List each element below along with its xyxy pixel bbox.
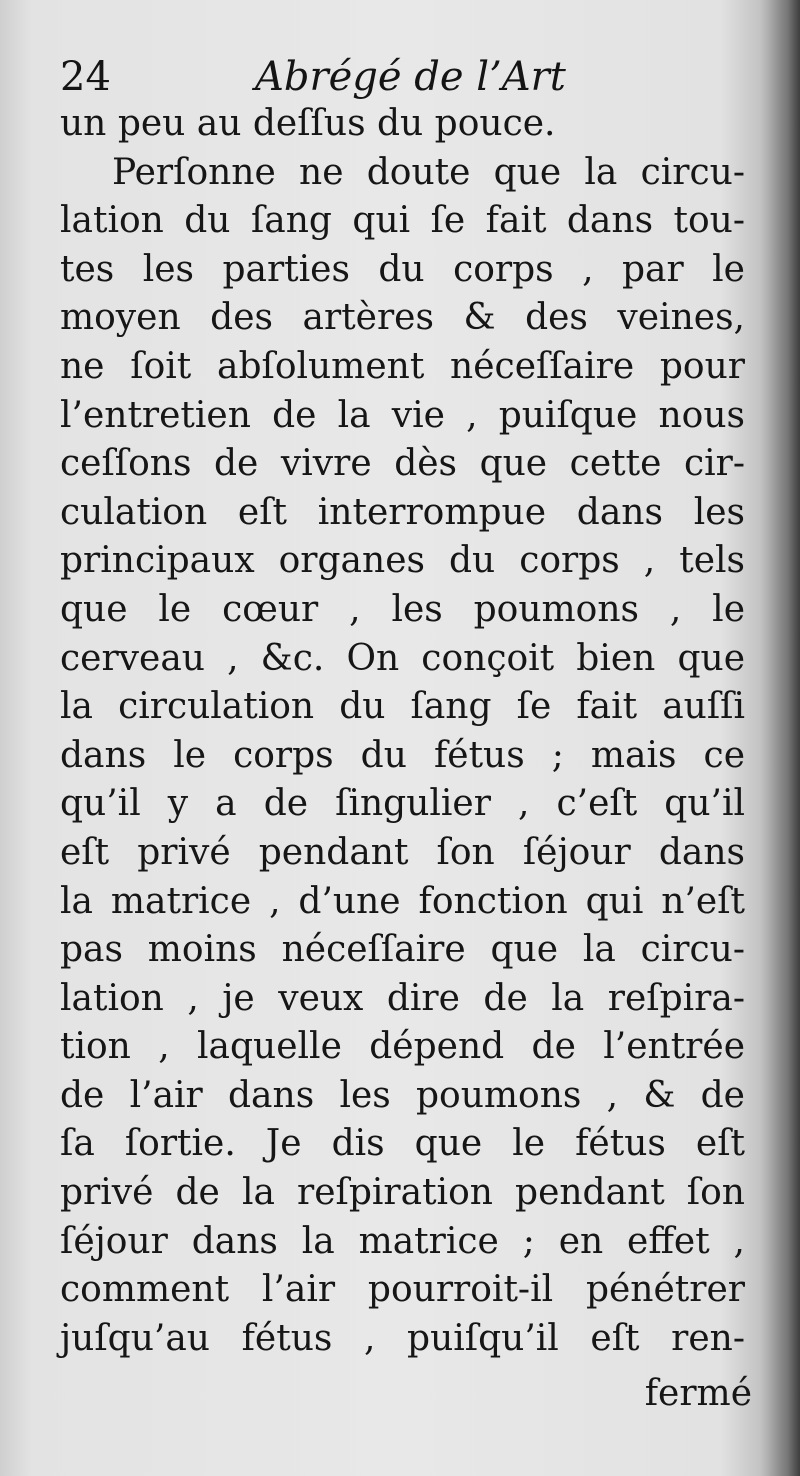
- text-line: tes les parties du corps , par le: [60, 248, 745, 290]
- text-line: ſéjour dans la matrice ; en effet ,: [60, 1220, 745, 1262]
- text-line: qu’il y a de ſingulier , c’eſt qu’il: [60, 783, 745, 825]
- text-line: lation , je veux dire de la reſpira-: [60, 977, 745, 1019]
- text-line: principaux organes du corps , tels: [60, 540, 745, 582]
- text-line: de l’air dans les poumons , & de: [60, 1074, 745, 1116]
- page-number: 24: [60, 54, 111, 100]
- text-line: juſqu’au fétus , puiſqu’il eſt ren-: [60, 1317, 745, 1359]
- body-text: [60, 100, 745, 1363]
- running-header: [60, 52, 760, 102]
- text-line: la circulation du ſang ſe fait auſſi: [60, 686, 745, 728]
- text-line: tion , laquelle dépend de l’entrée: [60, 1026, 745, 1068]
- text-line: pas moins néceſſaire que la circu-: [60, 929, 745, 971]
- text-line: ne ſoit abſolument néceſſaire pour: [60, 345, 745, 387]
- text-line: dans le corps du fétus ; mais ce: [60, 734, 745, 776]
- running-title: Abrégé de l’Art: [255, 54, 566, 100]
- text-line: comment l’air pourroit-il pénétrer: [60, 1269, 745, 1311]
- text-line: ſa ſortie. Je dis que le fétus eſt: [60, 1123, 745, 1165]
- text-line: moyen des artères & des veines,: [60, 297, 745, 339]
- catchword: fermé: [644, 1373, 752, 1414]
- text-line: privé de la reſpiration pendant ſon: [60, 1172, 745, 1214]
- text-line: la matrice , d’une fonction qui n’eſt: [60, 880, 745, 922]
- text-line: eſt privé pendant ſon ſéjour dans: [60, 831, 745, 873]
- text-line: Perſonne ne doute que la circu-: [112, 151, 745, 193]
- text-line: un peu au deſſus du pouce.: [60, 103, 556, 144]
- text-line: que le cœur , les poumons , le: [60, 588, 745, 630]
- page-edge-shadow: [760, 0, 800, 1476]
- text-line: cerveau , &c. On conçoit bien que: [60, 637, 745, 679]
- text-line: ceſſons de vivre dès que cette cir-: [60, 443, 745, 485]
- text-line: lation du ſang qui ſe fait dans tou-: [60, 200, 745, 242]
- text-line: culation eſt interrompue dans les: [60, 491, 745, 533]
- text-line: l’entretien de la vie , puiſque nous: [60, 394, 745, 436]
